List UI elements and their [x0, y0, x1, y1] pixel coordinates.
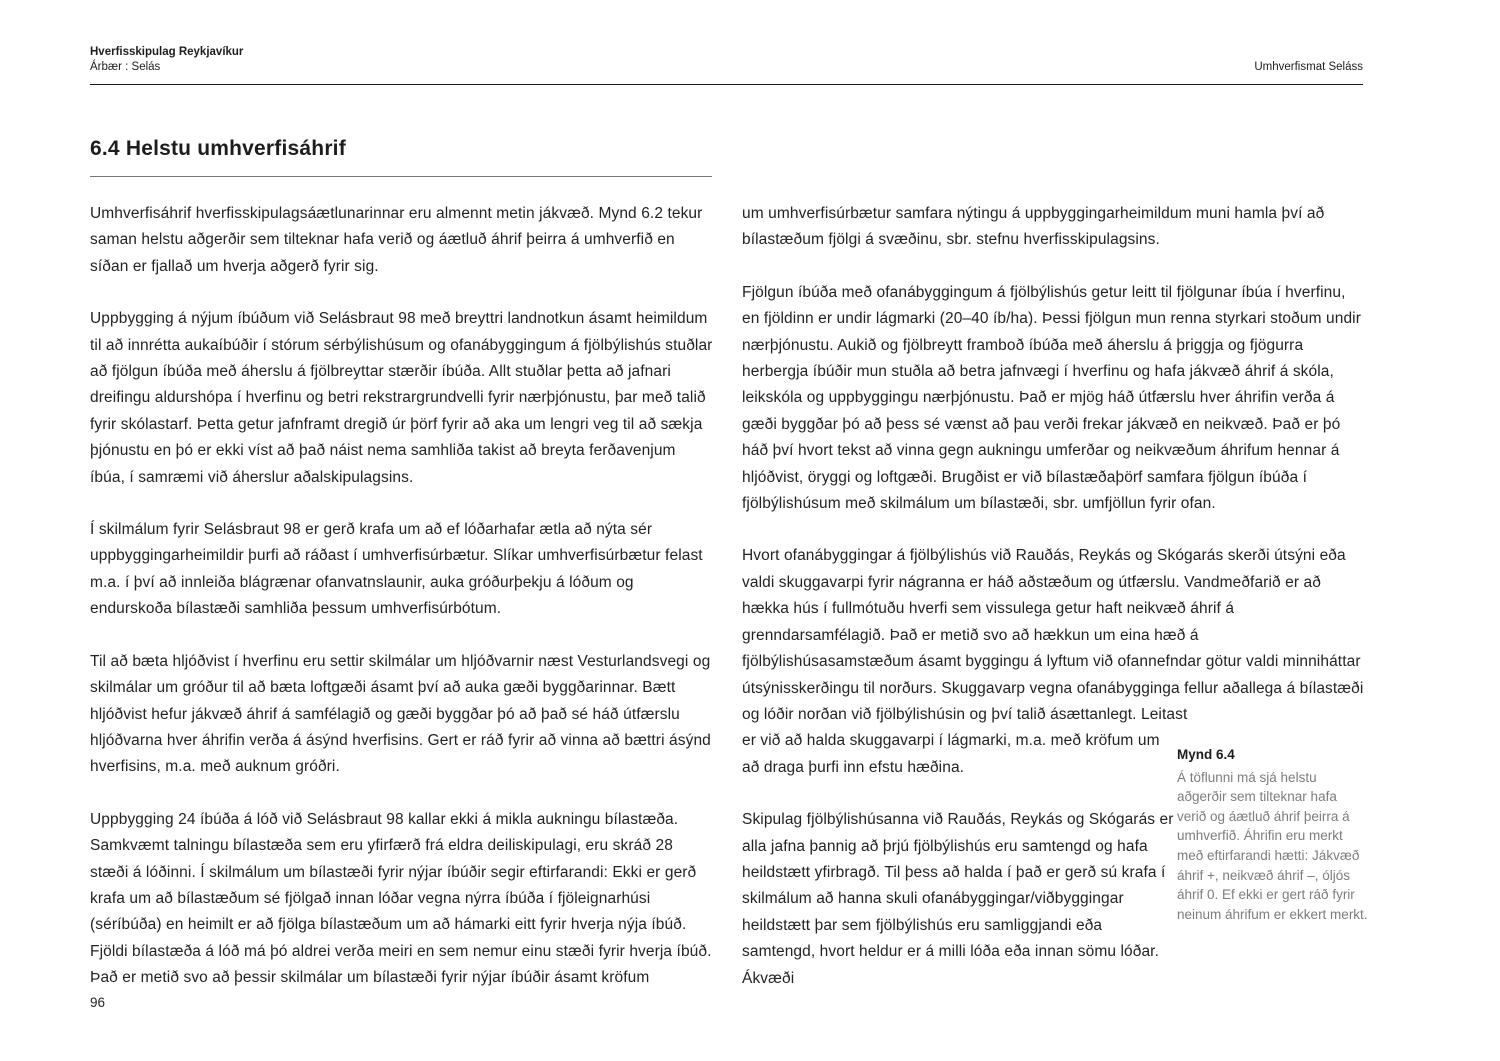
paragraph: Uppbygging 24 íbúða á lóð við Selásbraut 98 kallar ekki á mikla aukningu bílastæða. Samkvæmt talningu bílastæða sem eru yfirfærð frá eldra deiliskipulagi, eru skráð 28 stæði á lóðinni. Í skilmálum um bílastæði fyrir nýjar íbúðir segir eftirfarandi: Ekki er gerð krafa um að bílastæðum sé fjölgað innan lóðar vegna nýrra íbúða í fjöleignarhúsi (séríbúða) en heimilt er að fjölga bílastæðum um að hámarki eitt fyrir hverja nýja íbúð. Fjöldi bílastæða á lóð má þó aldrei verða meiri en sem nemur einu stæði fyrir hverja íbúð. Það er metið svo að þessir skilmálar um bílastæði fyrir nýjar íbúðir ásamt kröfum	[90, 810, 712, 987]
header-divider	[90, 84, 1363, 85]
page-header	[90, 45, 1363, 75]
left-text-column	[90, 201, 713, 1018]
paragraph: Til að bæta hljóðvist í hverfinu eru settir skilmálar um hljóðvarnir næst Vesturlandsvegi og skilmálar um gróður til að bæta loftgæði ásamt því að auka gæði byggðarinnar. Bætt hljóðvist hefur jákvæð áhrif á samfélagið og gæði byggðar þó að það sé háð útfærslu hljóðvarna hver áhrifin verða á ásýnd hverfisins. Gert er ráð fyrir að vinna að bættri ásýnd hverfisins, m.a. með auknum gróðri.	[90, 652, 711, 776]
document-subtitle: Árbær : Selás	[90, 61, 161, 73]
header-left	[90, 45, 243, 75]
paragraph: er við að halda skuggavarpi í lágmarki, m.a. með kröfum um að draga þurfi inn efstu hæðina.	[742, 732, 1160, 776]
figure-caption-body: Á töflunni má sjá helstu aðgerðir sem tilteknar hafa verið og áætluð áhrif þeirra á umhverfið. Áhrifin eru merkt með eftirfarandi hætti: Jákvæð áhrif +, neikvæð áhrif –, óljós áhrif 0. Ef ekki er gert ráð fyrir neinum áhrifum er ekkert merkt.	[1177, 769, 1368, 922]
section-heading: 6.4 Helstu umhverfisáhrif	[90, 137, 346, 160]
paragraph: Fjölgun íbúða með ofanábyggingum á fjölbýlishús getur leitt til fjölgunar íbúa í hverfinu, en fjöldinn er undir lágmarki (20–40 íb/ha). Þessi fjölgun mun renna styrkari stoðum undir nærþjónustu. Aukið og fjölbreytt framboð íbúða með áherslu á þriggja og fjögurra herbergja íbúðir mun stuðla að betra jafnvægi í hverfinu og hafa jákvæð áhrif á skóla, leikskóla og uppbyggingu nærþjónustu. Það er mjög háð útfærslu hver áhrifin verða á gæði byggðar þó að þess sé vænst að þau verði frekar jákvæð en neikvæð. Það er þó háð því hvort tekst að vinna gegn aukningu umferðar og neikvæðum áhrifum hennar á hljóðvist, öryggi og loftgæði. Brugðist er við bílastæðaþörf samfara fjölgun íbúða í fjölbýlishúsum með skilmálum um bílastæði, sbr. umfjöllun fyrir ofan.	[742, 283, 1361, 513]
figure-caption-note	[1177, 745, 1369, 924]
figure-caption-title: Mynd 6.4	[1177, 747, 1235, 762]
paragraph: Skipulag fjölbýlishúsanna við Rauðás, Reykás og Skógarás er alla jafna þannig að þrjú fjölbýlishús eru samtengd og hafa heildstætt yfirbragð. Til þess að halda í það er gerð sú krafa í skilmálum að hanna skuli ofanábyggingar/viðbyggingar heildstætt þar sem fjölbýlishús eru samliggjandi eða samtengd, hvort heldur er á milli lóða eða innan sömu lóðar. Ákvæði	[742, 811, 1174, 987]
document-title: Hverfisskipulag Reykjavíkur	[90, 46, 244, 58]
paragraph: Uppbygging á nýjum íbúðum við Selásbraut 98 með breyttri landnotkun ásamt heimildum til að innrétta aukaíbúðir í stórum sérbýlishúsum og ofanábyggingum á fjölbýlishús stuðlar að fjölgun íbúða með áherslu á fjölbreyttar stærðir íbúða. Allt stuðlar þetta að jafnari dreifingu aldurshópa í hverfinu og betri rekstrargrundvelli fyrir nærþjónustu, þar með talið fyrir skólastarf. Þetta getur jafnframt dregið úr þörf fyrir að aka um lengri veg til að sækja þjónustu en þó er ekki víst að það náist nema samhliða takist að breyta ferðavenjum íbúa, í samræmi við áherslur aðalskipulagsins.	[90, 310, 713, 486]
page-number: 96	[90, 995, 106, 1010]
paragraph: um umhverfisúrbætur samfara nýtingu á uppbyggingarheimildum muni hamla því að bílastæðum fjölgi á svæðinu, sbr. stefnu hverfisskipulagsins.	[742, 205, 1325, 249]
section-heading-divider	[90, 176, 712, 177]
paragraph: Hvort ofanábyggingar á fjölbýlishús við Rauðás, Reykás og Skógarás skerði útsýni eða valdi skuggavarpi fyrir nágranna er háð aðstæðum og útfærslu. Vandmeðfarið er að hækka hús í fullmótuðu hverfi sem vissulega getur haft neikvæð áhrif á grenndarsamfélagið. Það er metið svo að hækkun um eina hæð á fjölbýlishúsasamstæðum ásamt byggingu á lyftum við ofannefndar götur valdi minniháttar útsýnisskerðingu til norðurs. Skuggavarp vegna ofanábygginga fellur aðallega á bílastæði og lóðir norðan við fjölbýlishúsin og því talið ásættanlegt. Leitast	[742, 547, 1364, 723]
paragraph: Í skilmálum fyrir Selásbraut 98 er gerð krafa um að ef lóðarhafar ætla að nýta sér uppbyggingarheimildir þurfi að ráðast í umhverfisúrbætur. Slíkar umhverfisúrbætur felast m.a. í því að innleiða blágrænar ofanvatnslaunir, auka gróðurþekju á lóðum og endurskoða bílastæði samhliða þessum umhverfisúrbótum.	[90, 521, 703, 618]
paragraph: Umhverfisáhrif hverfisskipulagsáætlunarinnar eru almennt metin jákvæð. Mynd 6.2 tekur saman helstu aðgerðir sem tilteknar hafa verið og áætluð áhrif þeirra á umhverfið en síðan er fjallað um hverja aðgerð fyrir sig.	[90, 205, 703, 275]
header-section-label: Umhverfismat Seláss	[1254, 61, 1363, 73]
